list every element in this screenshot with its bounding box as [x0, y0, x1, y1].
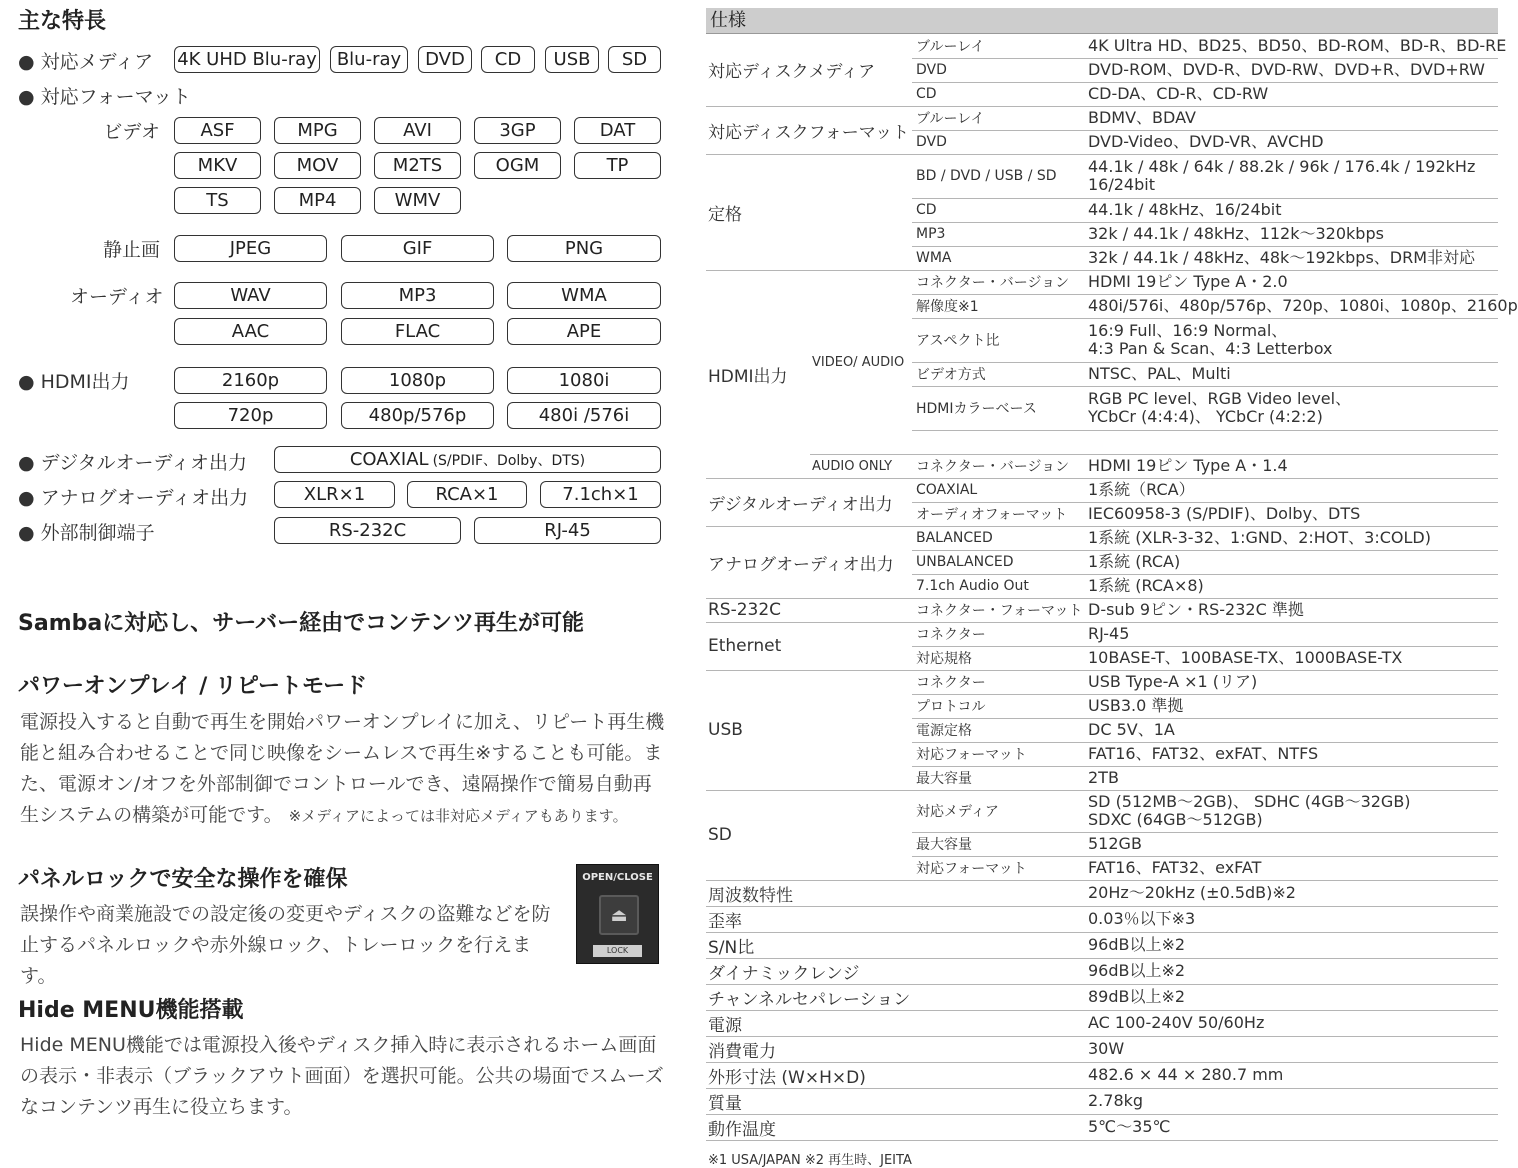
audio-chip: APE [507, 318, 661, 345]
spec-key: 質量 [706, 1088, 1084, 1114]
audio-chip: WAV [174, 282, 327, 309]
spec-key: 対応メディア [912, 790, 1084, 832]
spec-value [1084, 318, 1498, 362]
spec-value-line: 16:9 Full、16:9 Normal、 [1088, 321, 1288, 340]
video-chip: TP [574, 152, 661, 179]
video-chip: MKV [174, 152, 261, 179]
spec-column [706, 8, 1518, 1168]
lock-label: LOCK [593, 945, 642, 957]
spec-value: 44.1k / 48kHz、16/24bit [1084, 198, 1498, 222]
spec-value: FAT16、FAT32、exFAT [1084, 856, 1498, 880]
group-label: 定格 [706, 154, 912, 270]
spec-value: 1系統 (RCA×8) [1084, 574, 1498, 598]
media-label: ● 対応メディア [18, 51, 154, 73]
still-chip: PNG [507, 235, 661, 262]
spec-key: 7.1ch Audio Out [912, 574, 1084, 598]
coaxial-main: COAXIAL [349, 449, 429, 470]
table-row [706, 670, 1498, 694]
spec-value: USB Type-A ×1 (リア) [1084, 670, 1498, 694]
panel-lock-body: 誤操作や商業施設での設定後の変更やディスクの盗難などを防止するパネルロックや赤外線ロック、トレーロックを行えます。 [20, 903, 551, 987]
spec-value-line: YCbCr (4:4:4)、 YCbCr (4:2:2) [1088, 407, 1323, 426]
audio-label: オーディオ [70, 286, 164, 308]
spec-key: コネクター・バージョン [912, 270, 1084, 294]
power-on-note: ※メディアによっては非対応メディアもあります。 [288, 807, 628, 825]
table-row [706, 958, 1498, 984]
spec-key: 消費電力 [706, 1036, 1084, 1062]
spec-value: DVD-ROM、DVD-R、DVD-RW、DVD+R、DVD+RW [1084, 58, 1498, 82]
digital-audio-label: ● デジタルオーディオ出力 [18, 452, 247, 474]
table-row [706, 270, 1498, 294]
group-label: 対応ディスクフォーマット [706, 106, 912, 154]
table-row [706, 790, 1498, 832]
features-column [0, 0, 680, 1125]
group-label: Ethernet [706, 622, 912, 670]
spec-value: CD-DA、CD-R、CD-RW [1084, 82, 1498, 106]
panel-lock-title: パネルロックで安全な操作を確保 [18, 867, 348, 892]
spec-value-line: 44.1k / 48k / 64k / 88.2k / 96k / 176.4k / 192kHz [1088, 157, 1476, 176]
video-chip: ASF [174, 117, 261, 144]
table-row [706, 34, 1498, 58]
group-label: RS-232C [706, 598, 912, 622]
power-on-text: 電源投入すると自動で再生を開始パワーオンプレイに加え、リピート再生機能と組み合わせることで同じ映像をシームレスで再生※することも可能。また、電源オン/オフを外部制御でコントロールでき、遠隔操作で簡易自動再生システムの構築が可能です。 [20, 711, 665, 826]
still-chip: JPEG [174, 235, 327, 262]
spec-value: AC 100-240V 50/60Hz [1084, 1010, 1498, 1036]
spec-value: FAT16、FAT32、exFAT、NTFS [1084, 742, 1498, 766]
spec-key: DVD [912, 58, 1084, 82]
media-chip: USB [545, 46, 599, 73]
table-row [706, 454, 1498, 478]
group-label: HDMI出力 [706, 270, 810, 478]
spec-key: WMA [912, 246, 1084, 270]
table-row [706, 526, 1498, 550]
group-label: デジタルオーディオ出力 [706, 478, 912, 526]
video-label: ビデオ [103, 121, 160, 143]
audio-chip: WMA [507, 282, 661, 309]
spec-key: COAXIAL [912, 478, 1084, 502]
spec-header: 仕様 [706, 8, 1498, 34]
panel-lock-photo [576, 864, 659, 964]
spec-key: BALANCED [912, 526, 1084, 550]
spec-value: 2.78kg [1084, 1088, 1498, 1114]
spec-key: コネクター [912, 670, 1084, 694]
spec-key: HDMIカラーベース [912, 386, 1084, 430]
spec-key: 電源定格 [912, 718, 1084, 742]
video-chip: MOV [274, 152, 361, 179]
spec-value: 30W [1084, 1036, 1498, 1062]
group-label: 対応ディスクメディア [706, 34, 912, 106]
spec-key: コネクター [912, 622, 1084, 646]
table-row [706, 1114, 1498, 1140]
spec-value: USB3.0 準拠 [1084, 694, 1498, 718]
spec-key: コネクター・バージョン [912, 454, 1084, 478]
spec-value: 96dB以上※2 [1084, 958, 1498, 984]
spec-value: 89dB以上※2 [1084, 984, 1498, 1010]
spec-key: S/N比 [706, 932, 1084, 958]
audio-chip: MP3 [341, 282, 494, 309]
spec-value-line: SDXC (64GB〜512GB) [1088, 810, 1263, 829]
spec-key: DVD [912, 130, 1084, 154]
video-chip: TS [174, 187, 261, 214]
spec-key: ダイナミックレンジ [706, 958, 1084, 984]
spec-value: 480i/576i、480p/576p、720p、1080i、1080p、2160p [1084, 294, 1498, 318]
table-row [706, 598, 1498, 622]
spec-key: チャンネルセパレーション [706, 984, 1084, 1010]
spec-table [706, 34, 1518, 1141]
spec-value: RJ-45 [1084, 622, 1498, 646]
video-chip: MPG [274, 117, 361, 144]
video-chip: M2TS [374, 152, 461, 179]
spec-key: CD [912, 82, 1084, 106]
eject-icon: ⏏ [599, 895, 639, 935]
video-chip: MP4 [274, 187, 361, 214]
spec-key: オーディオフォーマット [912, 502, 1084, 526]
control-label: ● 外部制御端子 [18, 522, 155, 544]
format-label: ● 対応フォーマット [18, 86, 191, 108]
spec-value: 10BASE-T、100BASE-TX、1000BASE-TX [1084, 646, 1498, 670]
spec-value: 0.03％以下※3 [1084, 906, 1498, 932]
hdmi-chip: 1080p [341, 367, 494, 394]
table-row [706, 984, 1498, 1010]
spec-value: 20Hz〜20kHz (±0.5dB)※2 [1084, 880, 1498, 906]
spec-key: 最大容量 [912, 766, 1084, 790]
spec-key: 最大容量 [912, 832, 1084, 856]
spec-value: BDMV、BDAV [1084, 106, 1498, 130]
media-chip: SD [608, 46, 661, 73]
media-chip: CD [481, 46, 535, 73]
spec-value [1084, 154, 1498, 198]
group-label: アナログオーディオ出力 [706, 526, 912, 598]
spec-key: 電源 [706, 1010, 1084, 1036]
hdmi-chip: 1080i [507, 367, 661, 394]
spec-key: MP3 [912, 222, 1084, 246]
spec-key: ブルーレイ [912, 106, 1084, 130]
spec-value [1084, 430, 1498, 454]
spec-key: コネクター・フォーマット [912, 598, 1084, 622]
analog-chip: 7.1ch×1 [540, 481, 661, 508]
spec-value: DVD-Video、DVD-VR、AVCHD [1084, 130, 1498, 154]
spec-key: 動作温度 [706, 1114, 1084, 1140]
samba-title: Sambaに対応し、サーバー経由でコンテンツ再生が可能 [18, 611, 585, 636]
control-chip: RS-232C [274, 517, 461, 544]
open-close-label: OPEN/CLOSE [582, 872, 653, 883]
analog-chip: RCA×1 [407, 481, 527, 508]
audio-chip: AAC [174, 318, 327, 345]
features-title: 主な特長 [18, 9, 107, 34]
spec-value: 4K Ultra HD、BD25、BD50、BD-ROM、BD-R、BD-RE [1084, 34, 1498, 58]
still-chip: GIF [341, 235, 494, 262]
spec-key: プロトコル [912, 694, 1084, 718]
spec-value: 32k / 44.1k / 48kHz、48k〜192kbps、DRM非対応 [1084, 246, 1498, 270]
spec-value-line: RGB PC level、RGB Video level、 [1088, 389, 1352, 408]
group-label: USB [706, 670, 912, 790]
spec-value: HDMI 19ピン Type A・2.0 [1084, 270, 1498, 294]
table-row [706, 478, 1498, 502]
still-label: 静止画 [102, 239, 160, 261]
hide-menu-body: Hide MENU機能では電源投入後やディスク挿入時に表示されるホーム画面の表示・非表示（ブラックアウト画面）を選択可能。公共の場面でスムーズなコンテンツ再生に役立ちます。 [20, 1034, 664, 1118]
subgroup-label: AUDIO ONLY [810, 454, 912, 478]
media-chip: 4K UHD Blu-ray [174, 46, 320, 73]
control-chip: RJ-45 [474, 517, 661, 544]
spec-value: NTSC、PAL、Multi [1084, 362, 1498, 386]
group-label: SD [706, 790, 912, 880]
hdmi-label: ● HDMI出力 [18, 371, 130, 393]
spec-key: 周波数特性 [706, 880, 1084, 906]
table-row [706, 880, 1498, 906]
table-row [706, 906, 1498, 932]
analog-chip: XLR×1 [274, 481, 395, 508]
spec-value: 1系統（RCA） [1084, 478, 1498, 502]
spec-value: HDMI 19ピン Type A・1.4 [1084, 454, 1498, 478]
power-on-title: パワーオンプレイ / リピートモード [18, 674, 368, 699]
media-chip: Blu-ray [330, 46, 408, 73]
spec-value-line: 4:3 Pan & Scan、4:3 Letterbox [1088, 339, 1333, 358]
coaxial-note: (S/PDIF、Dolby、DTS) [432, 452, 586, 469]
coaxial-chip [274, 446, 661, 473]
spec-key: アスペクト比 [912, 318, 1084, 362]
spec-value: 5℃〜35℃ [1084, 1114, 1498, 1140]
spec-value: 1系統 (XLR-3-32、1:GND、2:HOT、3:COLD) [1084, 526, 1498, 550]
spec-key: CD [912, 198, 1084, 222]
spec-key: UNBALANCED [912, 550, 1084, 574]
spec-value: DC 5V、1A [1084, 718, 1498, 742]
audio-chip: FLAC [341, 318, 494, 345]
table-row [706, 1062, 1498, 1088]
hdmi-chip: 480i /576i [507, 402, 661, 429]
power-on-body [20, 707, 665, 832]
table-row [706, 622, 1498, 646]
table-row [706, 106, 1498, 130]
spec-value: 482.6 × 44 × 280.7 mm [1084, 1062, 1498, 1088]
spec-key: 歪率 [706, 906, 1084, 932]
spec-key: 対応フォーマット [912, 742, 1084, 766]
spec-value-line: SD (512MB〜2GB)、 SDHC (4GB〜32GB) [1088, 792, 1411, 811]
video-chip: AVI [374, 117, 461, 144]
spec-value: D-sub 9ピン・RS-232C 準拠 [1084, 598, 1498, 622]
spec-key: 対応フォーマット [912, 856, 1084, 880]
spec-value: 2TB [1084, 766, 1498, 790]
spec-key [912, 430, 1084, 454]
spec-value: 32k / 44.1k / 48kHz、112k〜320kbps [1084, 222, 1498, 246]
table-row [706, 1036, 1498, 1062]
spec-key: ブルーレイ [912, 34, 1084, 58]
spec-value: 512GB [1084, 832, 1498, 856]
table-row [706, 1088, 1498, 1114]
video-chip: OGM [474, 152, 561, 179]
video-chip: WMV [374, 187, 461, 214]
subgroup-label: VIDEO/ AUDIO [810, 270, 912, 454]
spec-key: ビデオ方式 [912, 362, 1084, 386]
spec-value [1084, 790, 1498, 832]
hide-menu-title: Hide MENU機能搭載 [18, 998, 244, 1023]
video-chip: DAT [574, 117, 661, 144]
spec-value: 1系統 (RCA) [1084, 550, 1498, 574]
spec-key: 対応規格 [912, 646, 1084, 670]
spec-value: IEC60958-3 (S/PDIF)、Dolby、DTS [1084, 502, 1498, 526]
spec-value [1084, 386, 1498, 430]
table-row [706, 1010, 1498, 1036]
table-row [706, 154, 1498, 198]
spec-key: 外形寸法 (W×H×D) [706, 1062, 1084, 1088]
hdmi-chip: 2160p [174, 367, 327, 394]
spec-key: 解像度※1 [912, 294, 1084, 318]
footnote: ※1 USA/JAPAN ※2 再生時、JEITA [708, 1152, 912, 1168]
hdmi-chip: 720p [174, 402, 327, 429]
video-chip: 3GP [474, 117, 561, 144]
spec-value-line: 16/24bit [1088, 175, 1155, 194]
hdmi-chip: 480p/576p [341, 402, 494, 429]
analog-audio-label: ● アナログオーディオ出力 [18, 487, 249, 509]
spec-key: BD / DVD / USB / SD [912, 154, 1084, 198]
media-chip: DVD [418, 46, 472, 73]
spec-value: 96dB以上※2 [1084, 932, 1498, 958]
table-row [706, 932, 1498, 958]
